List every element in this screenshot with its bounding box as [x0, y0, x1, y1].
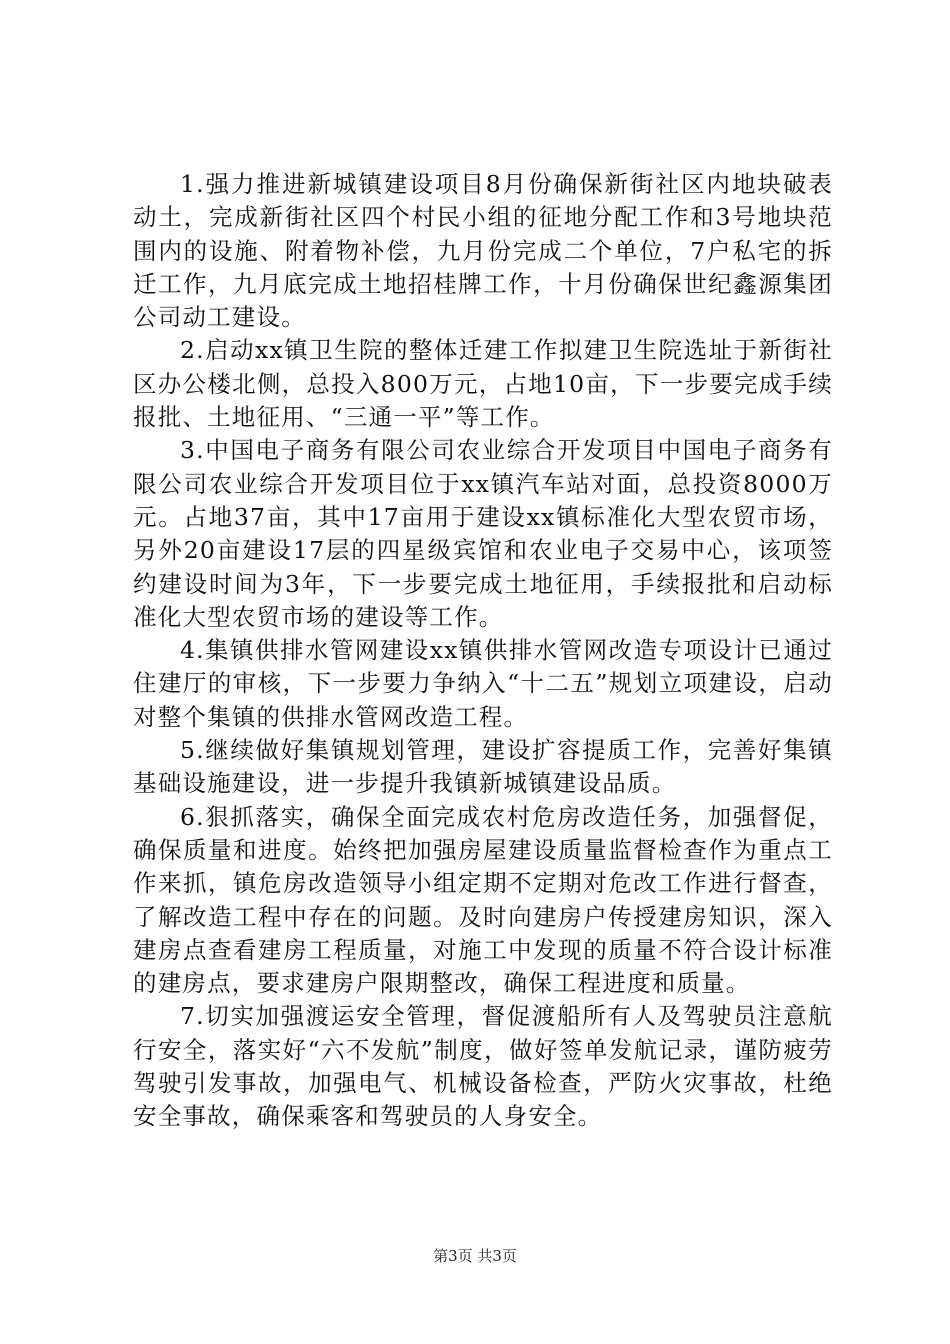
document-body [133, 168, 833, 1134]
paragraph-1: 1.强力推进新城镇建设项目8月份确保新街社区内地块破表动土，完成新街社区四个村民小组的征地分配工作和3号地块范围内的设施、附着物补偿，九月份完成二个单位，7户私宅的拆迁工作，九月底完成土地招桂牌工作，十月份确保世纪鑫源集团公司动工建设。 [133, 170, 833, 332]
paragraph-4: 4.集镇供排水管网建设xx镇供排水管网改造专项设计已通过住建厅的审核，下一步要力争纳入“十二五”规划立项建设，启动对整个集镇的供排水管网改造工程。 [133, 636, 833, 731]
paragraph-2: 2.启动xx镇卫生院的整体迁建工作拟建卫生院选址于新街社区办公楼北侧，总投入800万元，占地10亩，下一步要完成手续报批、土地征用、“三通一平”等工作。 [133, 336, 833, 432]
paragraph-5: 5.继续做好集镇规划管理，建设扩容提质工作，完善好集镇基础设施建设，进一步提升我镇新城镇建设品质。 [133, 736, 833, 798]
paragraph-6: 6.狠抓落实，确保全面完成农村危房改造任务，加强督促，确保质量和进度。始终把加强房屋建设质量监督检查作为重点工作来抓，镇危房改造领导小组定期不定期对危改工作进行督查，了解改造工程中存在的问题。及时向建房户传授建房知识，深入建房点查看建房工程质量，对施工中发现的质量不符合设计标准的建房点，要求建房户限期整改，确保工程进度和质量。 [133, 802, 833, 998]
page-footer: 第3页 共3页 [433, 1247, 517, 1265]
paragraph-7: 7.切实加强渡运安全管理，督促渡船所有人及驾驶员注意航行安全，落实好“六不发航”制度，做好签单发航记录，谨防疲劳驾驶引发事故，加强电气、机械设备检查，严防火灾事故，杜绝安全事故，确保乘客和驾驶员的人身安全。 [133, 1002, 833, 1131]
paragraph-3: 3.中国电子商务有限公司农业综合开发项目中国电子商务有限公司农业综合开发项目位于xx镇汽车站对面，总投资8000万元。占地37亩，其中17亩用于建设xx镇标准化大型农贸市场，另外20亩建设17层的四星级宾馆和农业电子交易中心，该项签约建设时间为3年，下一步要完成土地征用，手续报批和启动标准化大型农贸市场的建设等工作。 [133, 436, 833, 631]
